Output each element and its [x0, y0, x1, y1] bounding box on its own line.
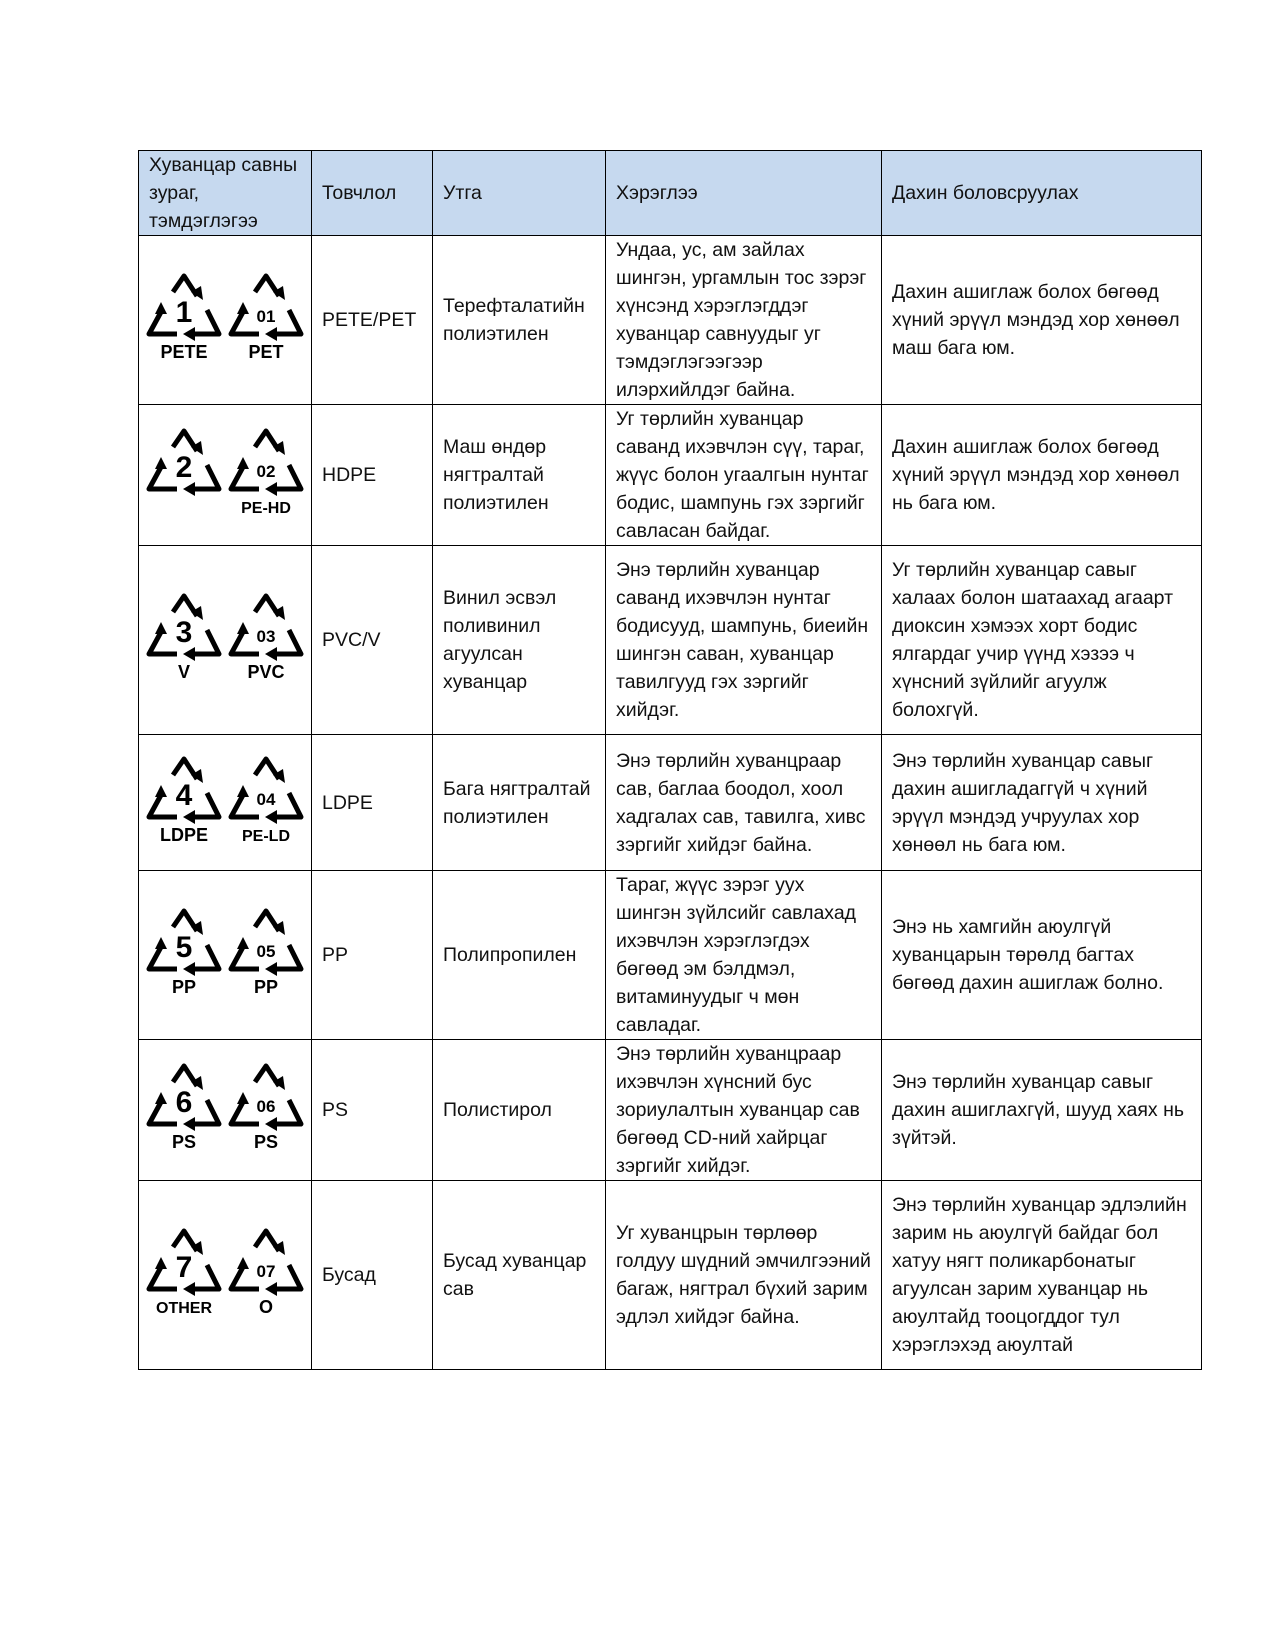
symbol-cell — [139, 236, 312, 405]
abbr-cell: PP — [312, 871, 433, 1040]
usage-cell: Уг хуванцрын төрлөөр голдуу шүдний эмчилгээний багаж, нягтрал бүхий зарим эдлэл хийдэг байна. — [606, 1181, 882, 1370]
symbol-cell — [139, 546, 312, 735]
meaning-cell: Винил эсвэл поливинил агуулсан хуванцар — [433, 546, 606, 735]
recycle-triangle-icon — [143, 1225, 225, 1325]
recycle-code-number: 07 — [256, 1262, 276, 1281]
symbol-cell — [139, 735, 312, 871]
recycle-cell: Дахин ашиглаж болох бөгөөд хүний эрүүл мэндэд хор хөнөөл нь бага юм. — [882, 405, 1202, 546]
recycle-triangle-icon — [143, 1060, 225, 1160]
recycle-triangle-icon — [225, 1225, 307, 1325]
recycle-triangle-icon — [143, 270, 225, 370]
usage-cell: Энэ төрлийн хуванцраар сав, баглаа боодол, хоол хадгалах сав, тавилга, хивс зэргийг хийдэг байна. — [606, 735, 882, 871]
recycle-code-number: 3 — [175, 616, 193, 649]
meaning-cell: Бага нягтралтай полиэтилен — [433, 735, 606, 871]
recycle-code-label: PETE — [160, 342, 208, 362]
recycle-code-label: PS — [253, 1132, 279, 1152]
recycle-code-label: PP — [171, 977, 197, 997]
recycle-code-label: PET — [248, 342, 284, 362]
recycle-triangle-icon — [143, 905, 225, 1005]
recycle-code-label: OTHER — [156, 1300, 212, 1317]
table-row — [139, 546, 1202, 735]
recycle-code-number: 05 — [256, 942, 276, 961]
recycle-code-number: 06 — [256, 1097, 276, 1116]
header-abbr: Товчлол — [312, 151, 433, 236]
symbol-pair — [143, 1060, 307, 1160]
abbr-cell: PETE/PET — [312, 236, 433, 405]
symbol-pair — [143, 590, 307, 690]
usage-cell: Энэ төрлийн хуванцар саванд ихэвчлэн нунтаг бодисууд, шампунь, биеийн шингэн саван, хуванцар тавилгууд гэх зэргийг хийдэг. — [606, 546, 882, 735]
usage-cell: Энэ төрлийн хуванцраар ихэвчлэн хүнсний бус зориулалтын хуванцар сав бөгөөд CD-ний хайрцаг зэргийг хийдэг. — [606, 1040, 882, 1181]
abbr-cell: LDPE — [312, 735, 433, 871]
table-row — [139, 735, 1202, 871]
abbr-cell: Бусад — [312, 1181, 433, 1370]
recycle-triangle-icon — [143, 753, 225, 853]
recycle-code-number: 04 — [256, 789, 276, 809]
recycle-triangle-icon — [143, 590, 225, 690]
recycle-code-label: O — [258, 1297, 274, 1317]
symbol-pair — [143, 905, 307, 1005]
recycle-code-number: 02 — [256, 462, 276, 481]
recycling-codes-table — [138, 150, 1202, 1370]
header-image: Хуванцар савны зураг, тэмдэглэгээ — [139, 151, 312, 236]
abbr-cell: HDPE — [312, 405, 433, 546]
symbol-pair — [143, 270, 307, 370]
meaning-cell: Полипропилен — [433, 871, 606, 1040]
recycle-code-label: PE-LD — [242, 827, 290, 845]
usage-cell: Тараг, жүүс зэрэг уух шингэн зүйлсийг савлахад ихэвчлэн хэрэглэгдэх бөгөөд эм бэлдмэл, витаминуудыг ч мөн савладаг. — [606, 871, 882, 1040]
recycle-code-label: PVC — [247, 662, 285, 682]
table-row — [139, 1040, 1202, 1181]
meaning-cell: Терефталатийн полиэтилен — [433, 236, 606, 405]
header-meaning: Утга — [433, 151, 606, 236]
symbol-pair — [143, 425, 307, 525]
recycle-code-label: PS — [171, 1132, 197, 1152]
symbol-cell — [139, 1040, 312, 1181]
symbol-pair — [143, 753, 307, 853]
table-row — [139, 1181, 1202, 1370]
recycle-triangle-icon — [143, 425, 225, 525]
recycle-triangle-icon — [225, 753, 307, 853]
abbr-cell: PS — [312, 1040, 433, 1181]
meaning-cell: Маш өндөр нягтралтай полиэтилен — [433, 405, 606, 546]
recycle-code-number: 01 — [256, 307, 276, 326]
meaning-cell: Бусад хуванцар сав — [433, 1181, 606, 1370]
recycle-cell: Дахин ашиглаж болох бөгөөд хүний эрүүл мэндэд хор хөнөөл маш бага юм. — [882, 236, 1202, 405]
recycle-code-label: PP — [253, 977, 279, 997]
recycle-code-label: PE-HD — [241, 500, 291, 517]
recycle-cell: Энэ төрлийн хуванцар савыг дахин ашиглахгүй, шууд хаях нь зүйтэй. — [882, 1040, 1202, 1181]
header-usage: Хэрэглээ — [606, 151, 882, 236]
recycle-triangle-icon — [225, 590, 307, 690]
usage-cell: Уг төрлийн хуванцар саванд ихэвчлэн сүү, тараг, жүүс болон угаалгын нунтаг бодис, шампунь гэх зэргийг савласан байдаг. — [606, 405, 882, 546]
recycle-triangle-icon — [225, 425, 307, 525]
recycle-code-number: 2 — [175, 451, 193, 484]
table-row — [139, 236, 1202, 405]
recycle-cell: Уг төрлийн хуванцар савыг халаах болон шатаахад агаарт диоксин хэмээх хорт бодис ялгардаг учир үүнд хэзээ ч хүнсний зүйлийг агуулж болохгүй. — [882, 546, 1202, 735]
table-row — [139, 871, 1202, 1040]
recycle-triangle-icon — [225, 905, 307, 1005]
recycle-code-label: V — [177, 662, 191, 682]
recycle-cell: Энэ төрлийн хуванцар эдлэлийн зарим нь аюулгүй байдаг бол хатуу нягт поликарбонатыг агуулсан зарим хуванцар нь аюултайд тооцогддог тул хэрэглэхэд аюултай — [882, 1181, 1202, 1370]
symbol-pair — [143, 1225, 307, 1325]
recycle-cell: Энэ нь хамгийн аюулгүй хуванцарын төрөлд багтах бөгөөд дахин ашиглаж болно. — [882, 871, 1202, 1040]
recycle-code-number: 7 — [175, 1251, 193, 1284]
symbol-cell — [139, 871, 312, 1040]
abbr-cell: PVC/V — [312, 546, 433, 735]
recycle-code-number: 6 — [175, 1086, 193, 1119]
header-row — [139, 151, 1202, 236]
header-recycle: Дахин боловсруулах — [882, 151, 1202, 236]
usage-cell: Ундаа, ус, ам зайлах шингэн, ургамлын тос зэрэг хүнсэнд хэрэглэгддэг хуванцар савнуудыг уг тэмдэглэгээгээр илэрхийлдэг байна. — [606, 236, 882, 405]
recycle-code-label: LDPE — [159, 824, 209, 845]
recycle-cell: Энэ төрлийн хуванцар савыг дахин ашигладаггүй ч хүний эрүүл мэндэд учруулах хор хөнөөл нь бага юм. — [882, 735, 1202, 871]
symbol-cell — [139, 1181, 312, 1370]
meaning-cell: Полистирол — [433, 1040, 606, 1181]
recycle-code-number: 4 — [175, 778, 193, 812]
recycle-code-number: 03 — [256, 627, 276, 646]
table-row — [139, 405, 1202, 546]
symbol-cell — [139, 405, 312, 546]
recycle-triangle-icon — [225, 270, 307, 370]
recycle-code-number: 5 — [175, 931, 193, 964]
recycle-code-number: 1 — [175, 296, 193, 329]
recycle-triangle-icon — [225, 1060, 307, 1160]
